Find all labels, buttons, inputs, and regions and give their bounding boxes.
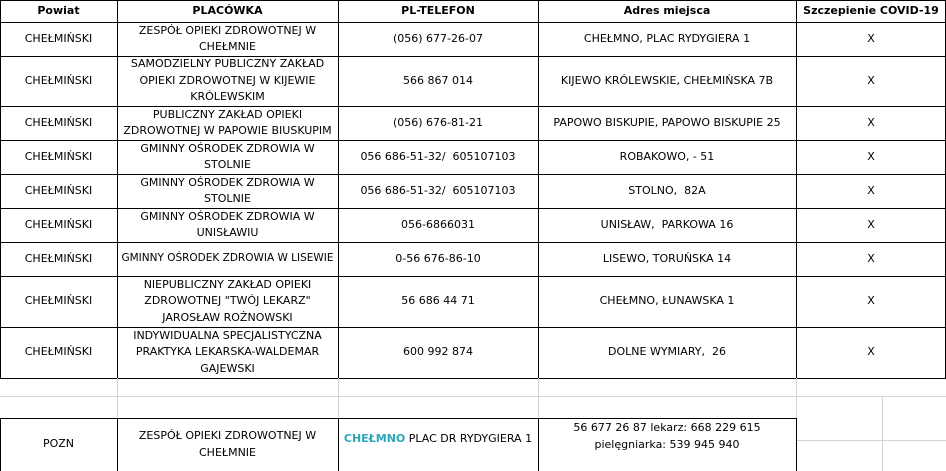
table-row-1-powiat[interactable]: [0, 56, 117, 106]
grid-line: [0, 0, 1, 378]
table-row-0-telefon[interactable]: [338, 22, 538, 56]
table-row-8-adres[interactable]: [538, 327, 796, 378]
table-row-4-szczepienie[interactable]: [796, 174, 946, 208]
table-row-0-szczepienie[interactable]: [796, 22, 946, 56]
cell-text: X: [867, 345, 875, 359]
sheet-gridline: [796, 440, 946, 441]
cell-text: LISEWO, TORUŃSKA 14: [602, 251, 732, 265]
cell-text: X: [867, 31, 875, 45]
table-row-4-placowka[interactable]: [117, 174, 338, 208]
grid-line: [0, 56, 946, 57]
footer-row-placowka[interactable]: [117, 418, 338, 471]
sheet-gridline: [796, 378, 797, 418]
grid-line: [0, 22, 946, 23]
cell-text: X: [867, 217, 875, 231]
cell-text: GMINNY OŚRODEK ZDROWIA W STOLNIE: [140, 141, 315, 171]
table-row-3-telefon[interactable]: [338, 140, 538, 174]
table-row-4-powiat[interactable]: [0, 174, 117, 208]
cell-text: 056-6866031: [401, 217, 475, 231]
cell-text: X: [867, 115, 875, 129]
cell-text: CHEŁMIŃSKI: [24, 217, 93, 231]
footer-row-powiat[interactable]: [0, 418, 117, 471]
grid-line: [796, 418, 797, 471]
cell-text: GMINNY OŚRODEK ZDROWIA W LISEWIE: [121, 252, 334, 265]
grid-line: [0, 208, 946, 209]
sheet-gridline: [0, 396, 946, 397]
cell-text: GMINNY OŚRODEK ZDROWIA W STOLNIE: [140, 175, 315, 205]
grid-line: [796, 0, 797, 378]
grid-line: [538, 418, 539, 471]
cell-text: CHEŁMIŃSKI: [24, 73, 93, 87]
grid-line: [338, 418, 339, 471]
cell-text: POZN: [42, 437, 75, 451]
table-row-0-powiat[interactable]: [0, 22, 117, 56]
phones-block: [540, 420, 794, 453]
cell-text: 56 686 44 71: [401, 294, 475, 308]
table-row-0-placowka[interactable]: [117, 22, 338, 56]
grid-line: [0, 242, 946, 243]
table-row-7-telefon[interactable]: [338, 276, 538, 327]
cell-text: CHEŁMIŃSKI: [24, 251, 93, 265]
cell-text: DOLNE WYMIARY, 26: [608, 345, 726, 359]
cell-text: 0-56 676-86-10: [395, 251, 481, 265]
table-row-7-placowka[interactable]: [117, 276, 338, 327]
grid-line: [0, 140, 946, 141]
header-telefon[interactable]: [338, 0, 538, 22]
cell-text: 566 867 014: [403, 73, 473, 87]
city-highlight: CHEŁMNO: [343, 431, 406, 445]
cell-text: INDYWIDUALNA SPECJALISTYCZNA PRAKTYKA LEKARSKA-WALDEMAR GAJEWSKI: [133, 328, 322, 375]
table-row-6-powiat[interactable]: [0, 242, 117, 276]
cell-text: CHEŁMNO, ŁUNAWSKA 1: [599, 294, 735, 308]
table-row-5-adres[interactable]: [538, 208, 796, 242]
table-row-8-placowka[interactable]: [117, 327, 338, 378]
cell-text: ROBAKOWO, - 51: [619, 149, 715, 163]
cell-text: UNISŁAW, PARKOWA 16: [600, 217, 734, 231]
cell-text: X: [867, 149, 875, 163]
grid-line: [0, 0, 946, 1]
table-row-8-powiat[interactable]: [0, 327, 117, 378]
cell-text: 056 686-51-32/ 605107103: [360, 149, 516, 163]
grid-line: [0, 418, 797, 419]
footer-row-phones[interactable]: [538, 418, 796, 471]
grid-line: [0, 327, 946, 328]
grid-line: [0, 174, 946, 175]
cell-text: STOLNO, 82A: [628, 183, 706, 197]
table-row-6-adres[interactable]: [538, 242, 796, 276]
cell-text: PAPOWO BISKUPIE, PAPOWO BISKUPIE 25: [553, 115, 781, 129]
header-powiat[interactable]: [0, 0, 117, 22]
table-row-1-adres[interactable]: [538, 56, 796, 106]
grid-line: [0, 276, 946, 277]
table-row-2-placowka[interactable]: [117, 106, 338, 140]
cell-text: 056 686-51-32/ 605107103: [360, 183, 516, 197]
table-row-1-szczepienie[interactable]: [796, 56, 946, 106]
cell-text: CHEŁMNO, PLAC RYDYGIERA 1: [583, 31, 751, 45]
header-placowka[interactable]: [117, 0, 338, 22]
table-row-2-adres[interactable]: [538, 106, 796, 140]
table-row-5-telefon[interactable]: [338, 208, 538, 242]
grid-line: [538, 0, 539, 378]
footer-row-address[interactable]: [338, 418, 538, 460]
cell-text: GMINNY OŚRODEK ZDROWIA W UNISŁAWIU: [140, 209, 315, 239]
grid-line: [0, 418, 1, 471]
table-row-8-szczepienie[interactable]: [796, 327, 946, 378]
header-powiat-label: Powiat: [37, 3, 80, 17]
phone-doctor: lekarz: 668 229 615: [650, 421, 761, 434]
header-telefon-label: PL-TELEFON: [401, 3, 475, 17]
cell-text: CHEŁMIŃSKI: [24, 149, 93, 163]
header-adres-label: Adres miejsca: [623, 3, 711, 17]
cell-text: X: [867, 183, 875, 197]
grid-line: [338, 0, 339, 378]
cell-text: PUBLICZNY ZAKŁAD OPIEKI ZDROWOTNEJ W PAPOWIE BIUSKUPIM: [123, 107, 332, 137]
table-row-3-adres[interactable]: [538, 140, 796, 174]
cell-text: CHEŁMIŃSKI: [24, 294, 93, 308]
table-row-2-telefon[interactable]: [338, 106, 538, 140]
cell-text: (056) 676-81-21: [392, 115, 483, 129]
table-row-0-adres[interactable]: [538, 22, 796, 56]
table-row-7-adres[interactable]: [538, 276, 796, 327]
cell-text: KIJEWO KRÓLEWSKIE, CHEŁMIŃSKA 7B: [560, 73, 774, 87]
table-row-5-szczepienie[interactable]: [796, 208, 946, 242]
table-row-4-telefon[interactable]: [338, 174, 538, 208]
sheet-gridline: [338, 378, 339, 418]
cell-text: ZESPÓŁ OPIEKI ZDROWOTNEJ W CHEŁMNIE: [138, 23, 317, 53]
phone-main: 56 677 26 87: [573, 421, 647, 434]
table-row-6-placowka[interactable]: [117, 242, 338, 276]
address-rest: PLAC DR RYDYGIERA 1: [405, 431, 533, 445]
table-row-4-adres[interactable]: [538, 174, 796, 208]
grid-line: [117, 0, 118, 378]
cell-text: ZESPÓŁ OPIEKI ZDROWOTNEJ W CHEŁMNIE: [138, 429, 317, 459]
cell-text: X: [867, 294, 875, 308]
table-row-2-szczepienie[interactable]: [796, 106, 946, 140]
cell-text: NIEPUBLICZNY ZAKŁAD OPIEKI ZDROWOTNEJ "TWÓJ LEKARZ" JAROSŁAW ROŻNOWSKI: [143, 277, 312, 324]
table-row-3-szczepienie[interactable]: [796, 140, 946, 174]
grid-line: [117, 418, 118, 471]
cell-text: CHEŁMIŃSKI: [24, 345, 93, 359]
table-row-6-telefon[interactable]: [338, 242, 538, 276]
table-row-1-placowka[interactable]: [117, 56, 338, 106]
cell-text: 600 992 874: [403, 345, 473, 359]
cell-text: X: [867, 251, 875, 265]
header-szczepienie[interactable]: [796, 0, 946, 22]
table-row-5-placowka[interactable]: [117, 208, 338, 242]
table-row-3-powiat[interactable]: [0, 140, 117, 174]
cell-text: CHEŁMIŃSKI: [24, 31, 93, 45]
grid-line: [0, 106, 946, 107]
grid-line: [0, 378, 946, 379]
header-szczepienie-label: Szczepienie COVID-19: [803, 3, 939, 17]
sheet-gridline: [538, 378, 539, 418]
header-adres[interactable]: [538, 0, 796, 22]
cell-text: CHEŁMIŃSKI: [24, 115, 93, 129]
sheet-gridline: [117, 378, 118, 418]
cell-text: CHEŁMIŃSKI: [24, 183, 93, 197]
header-placowka-label: PLACÓWKA: [192, 3, 263, 17]
sheet-gridline: [882, 396, 883, 471]
cell-text: [344, 431, 532, 448]
cell-text: X: [867, 73, 875, 87]
table-row-7-szczepienie[interactable]: [796, 276, 946, 327]
table-row-6-szczepienie[interactable]: [796, 242, 946, 276]
table-row-3-placowka[interactable]: [117, 140, 338, 174]
table-row-2-powiat[interactable]: [0, 106, 117, 140]
table-row-8-telefon[interactable]: [338, 327, 538, 378]
table-row-5-powiat[interactable]: [0, 208, 117, 242]
table-row-7-powiat[interactable]: [0, 276, 117, 327]
cell-text: SAMODZIELNY PUBLICZNY ZAKŁAD OPIEKI ZDROWOTNEJ W KIJEWIE KRÓLEWSKIM: [130, 57, 325, 104]
phone-nurse: pielęgniarka: 539 945 940: [594, 437, 740, 451]
cell-text: (056) 677-26-07: [392, 31, 483, 45]
table-row-1-telefon[interactable]: [338, 56, 538, 106]
